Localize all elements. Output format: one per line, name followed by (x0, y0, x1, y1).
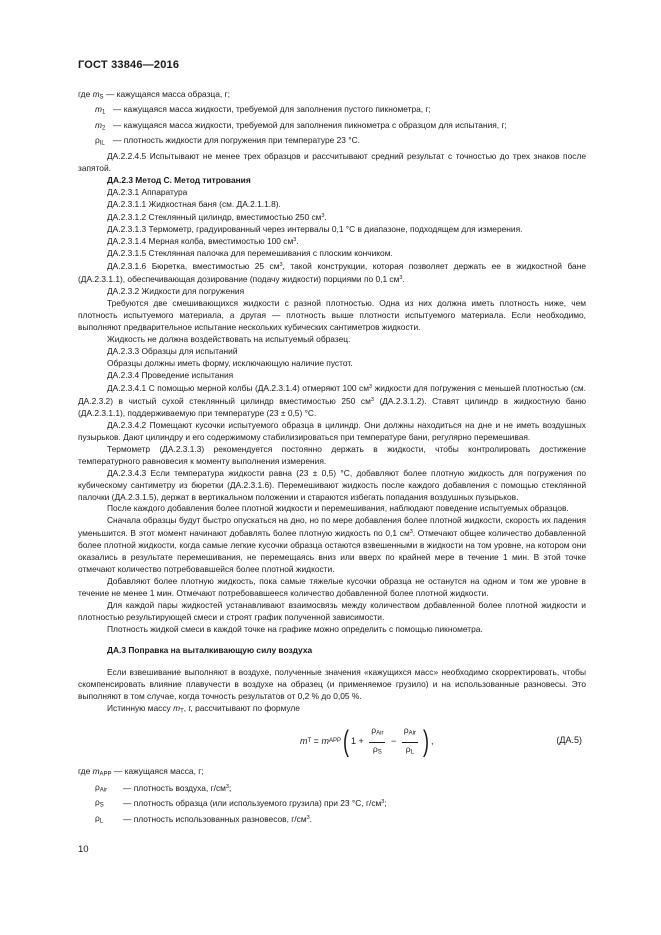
section-title-3: ДА.3 Поправка на выталкивающую силу воздуха (107, 644, 313, 655)
fraction-air-over-sample: $\frac{\rho_{Air}}{\rho_S}$ (371, 725, 384, 756)
paragraph-first-samples: Сначала образцы будут быстро опускаться на дно, но по мере добавления более плотной жидкости, скорость их падения уменьшится. В этот момент начинают добавлять более плотную жидкость по 0,1 $см^3$. Отмечают общее количество добавленной более плотной жидкости, когда самые легкие кусочки образца остаются взвешенными в жидкости на том уровне, на котором они оказались в результате перемешивания, не перемещаясь вниз или вверх по крайней мере в течение 1 мин. В этой точке отмечают количество потребовавшейся более плотной жидкости. (78, 515, 586, 575)
paragraph-weighing: Если взвешивание выполняют в воздухе, полученные значения «кажущихся масс» необходимо скорректировать, чтобы скомпенсировать влияние плавучести в воздухе на образец (и применяемое грузило) и на использованные разновесы. Это выполняют в том случае, когда точность результатов от 0,2 % до 0,05 %. (78, 666, 586, 701)
definition-rho-air: $\rho_{Air}$ — плотность воздуха, $г/см^3$; (95, 781, 232, 794)
clause-2-3-1: ДА.2.3.1 Аппаратура (107, 186, 188, 197)
definition-m1: $m_1$ — кажущаяся масса жидкости, требуемой для заполнения пустого пикнометра, г; (95, 104, 431, 116)
clause-2-3-4-1: ДА.2.3.4.1 С помощью мерной колбы (ДА.2.3.1.4) отмеряют 100 $см^3$ жидкости для погружения с меньшей плотностью (см. ДА.2.3.2) в чистый сухой стеклянный цилиндр вместимостью 250 $см^3$ (ДА.2.3.1.2). Ставят цилиндр в жидкостную баню (ДА.2.3.1.1), поддерживаемую при температуре (23 ± 0,5) °С. (78, 382, 587, 418)
paragraph-after-each-addition: После каждого добавления более плотной жидкости и перемешивания, наблюдают поведение испытуемых образцов. (107, 503, 569, 514)
clause-2-3-1-3: ДА.2.3.1.3 Термометр, градуированный через интервалы 0,1 °С в диапазоне, подходящем для измерения. (107, 223, 523, 234)
clause-2-3-4-2: ДА.2.3.4.2 Помещают кусочки испытуемого образца в цилиндр. Они должны находиться на дне и не иметь воздушных пузырьков. Дают цилиндру и его содержимому стабилизироваться при температуре бани, регулярно перемешивая. (78, 419, 586, 442)
paragraph-thermometer: Термометр (ДА.2.3.1.3) рекомендуется постоянно держать в жидкости, чтобы контролировать достижение температурного равновесия к моменту выполнения измерения. (78, 443, 586, 466)
left-paren: ( (342, 725, 349, 759)
paragraph-each-pair: Для каждой пары жидкостей устанавливают взаимосвязь между количеством добавленной более плотной жидкости и плотностью результирующей смеси и строят график полученной зависимости. (78, 600, 586, 623)
clause-2-3-2: ДА.2.3.2 Жидкости для погружения (107, 286, 245, 297)
paragraph-samples: Образцы должны иметь форму, исключающую наличие пустот. (107, 358, 353, 369)
definition-mapp: где $m_{APP}$ — кажущаяся масса, г; (78, 766, 204, 778)
paragraph-2-2-4-5: ДА.2.2.4.5 Испытывают не менее трех образцов и рассчитывают средний результат с точностью до трех знаков после запятой. (78, 150, 586, 173)
clause-2-3-1-2: ДА.2.3.1.2 Стеклянный цилиндр, вместимостью 250 $см^3$. (107, 211, 327, 222)
definition-ms: где $m_S$ — кажущаяся масса образца, г; (78, 89, 230, 101)
paragraph-density: Плотность жидкой смеси в каждой точке на графике можно определить с помощью пикнометра. (107, 623, 483, 634)
paragraph-add-denser: Добавляют более плотную жидкость, пока самые тяжелые кусочки образца не останутся на одном и том же уровне в течение не менее 1 мин. Отмечают потребовавшееся количество добавленной более плотной жидкости. (78, 576, 586, 599)
clause-2-3-1-4: ДА.2.3.1.4 Мерная колба, вместимостью 100 $см^3$. (107, 236, 299, 247)
document-body (78, 89, 586, 828)
definition-rho-l: $\rho_L$ — плотность использованных разновесов, $г/см^3$. (95, 812, 312, 825)
equation-number: (ДА.5) (556, 735, 582, 746)
page-number: 10 (78, 844, 89, 855)
right-paren: ) (422, 725, 429, 759)
clause-2-3-4-3: ДА.2.3.4.3 Если температура жидкости равна (23 ± 0,5) °С, добавляют более плотную жидкость для погружения по кубическому сантиметру из бюретки (ДА.2.3.1.6). Перемешивают жидкость после каждого добавления с помощью стеклянной палочки (ДА.2.3.1.5), держат в вертикальном положении и стараются избегать попадания воздушных пузырьков. (78, 467, 586, 502)
clause-2-3-1-5: ДА.2.3.1.5 Стеклянная палочка для перемешивания с плоским кончиком. (107, 248, 393, 259)
formula-da5: m T = m APP ( 1 + $\frac{\rho_{Air}}{\rho_S}$ − $\frac{\rho_{Air}}{\rho_L}$ ) , (ДА.5) (300, 725, 582, 759)
paragraph-liquids-1: Требуются две смешивающихся жидкости с разной плотностью. Одна из них должна иметь плотность ниже, чем плотность испытуемого материала, а другая — плотность выше плотности испытуемого материала. Если необходимо, выполняют предварительное испытание нескольких кубических сантиметров жидкости. (78, 298, 586, 333)
definition-m2: $m_2$ — кажущаяся масса жидкости, требуемой для заполнения пикнометра с образцом для испытания, г; (95, 119, 507, 132)
clause-2-3-4: ДА.2.3.4 Проведение испытания (107, 369, 234, 380)
clause-2-3-1-6: ДА.2.3.1.6 Бюретка, вместимостью 25 $см^3$, такой конструкции, которая позволяет держать ее в жидкостной бане (ДА.2.3.1.1), обеспечивающая дозирование (подачу жидкости) порциями по 0,1 $см^3$. (78, 261, 586, 285)
definition-rho-il: $\rho_{IL}$ — плотность жидкости для погружения при температуре 23 °С. (95, 135, 361, 147)
section-title-2-3: ДА.2.3 Метод С. Метод титрования (107, 174, 251, 185)
clause-2-3-3: ДА.2.3.3 Образцы для испытаний (107, 346, 238, 357)
paragraph-liquids-2: Жидкость не должна воздействовать на испытуемый образец. (107, 334, 351, 345)
paragraph-true-mass: Истинную массу $m_T$, г, рассчитывают по формуле (107, 702, 300, 715)
fraction-air-over-weights: $\frac{\rho_{Air}}{\rho_L}$ (403, 725, 416, 756)
document-header: ГОСТ 33846—2016 (78, 59, 180, 71)
definition-rho-s: $\rho_S$ — плотность образца (или используемого грузила) при 23 °С, $г/см^3$; (95, 797, 387, 809)
clause-2-3-1-1: ДА.2.3.1.1 Жидкостная баня (см. ДА.2.1.1.8). (107, 198, 281, 209)
